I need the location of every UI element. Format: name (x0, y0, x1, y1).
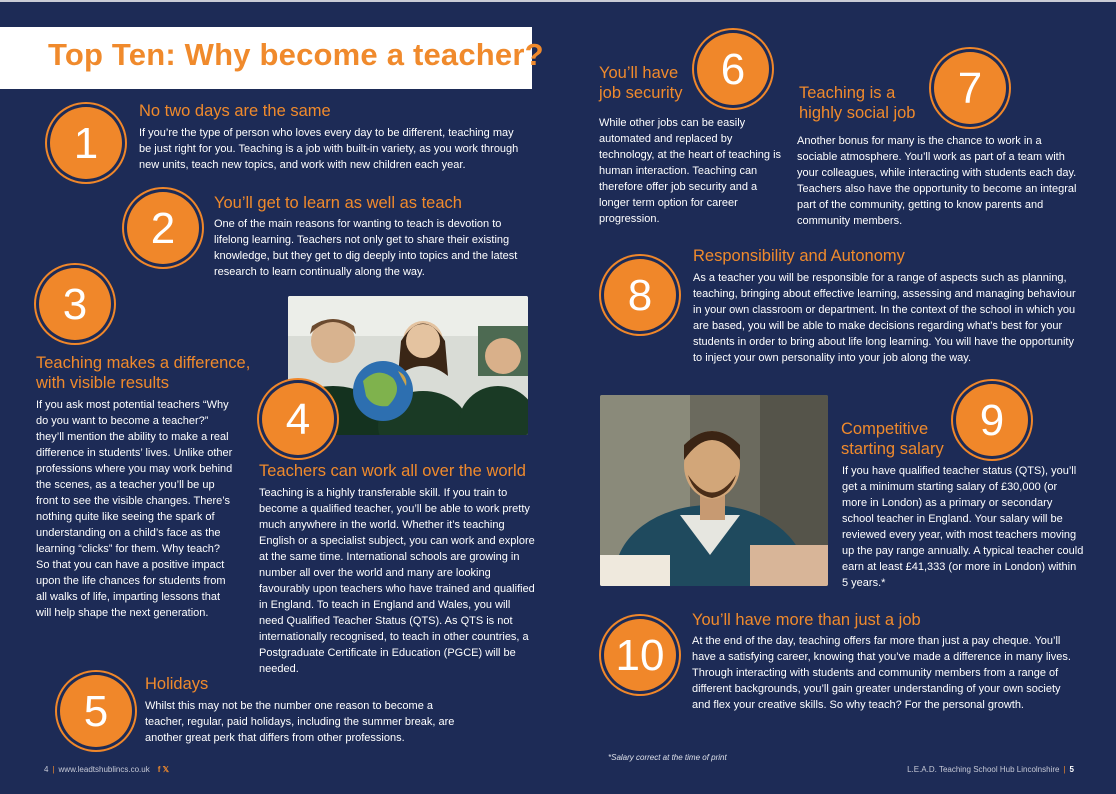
top-border (0, 0, 1116, 2)
reason-5-text: Whilst this may not be the number one reason to become a teacher, regular, paid holidays, including the summer break, are another great perk that differs from other professions. (145, 700, 455, 744)
reason-2-text: One of the main reasons for wanting to teach is devotion to lifelong learning. Teachers not only get to share their existing knowledge, but they get to dig deeply into topics and the latest research to learn continually along the way. (214, 218, 518, 278)
reason-10-heading: You’ll have more than just a job (692, 611, 921, 629)
number-7-badge: 7 (934, 52, 1006, 124)
reason-7-heading-line2: highly social job (799, 104, 916, 122)
number-3-badge: 3 (39, 268, 111, 340)
reason-10-text: At the end of the day, teaching offers far more than just a pay cheque. You’ll have a satisfying career, knowing that you’ve made a difference in many lives. Through interacting with students and community members from a range of different backgrounds, you’ll gain greater understanding of your own society and flex your creative skills. So why teach? For the personal growth. (692, 635, 1071, 711)
title-banner (0, 27, 544, 89)
reason-3-heading-line2: with visible results (36, 374, 169, 392)
reason-9-heading-line1: Competitive (841, 420, 929, 438)
reason-6-heading-line1: You’ll have (599, 64, 679, 82)
number-8-badge: 8 (604, 259, 676, 331)
reason-8-heading: Responsibility and Autonomy (693, 247, 905, 265)
number-5-badge: 5 (60, 675, 132, 747)
number-4-badge: 4 (262, 383, 334, 455)
footer-right: L.E.A.D. Teaching School Hub Lincolnshire | 5 (907, 765, 1074, 774)
reason-1-text: If you’re the type of person who loves every day to be different, teaching may be just right for you. Teaching is a job with built-in variety, as you work through new units, teach new topics, and work with new children each year. (139, 127, 519, 171)
page-number-right: 5 (1069, 765, 1074, 774)
reason-3-heading-line1: Teaching makes a difference, (36, 354, 251, 372)
number-6-badge: 6 (697, 33, 769, 105)
reason-4-text: Teaching is a highly transferable skill. If you train to become a qualified teacher, you’ll be able to work pretty much anywhere in the world. Whether it’s teaching English or a specialist subject, you can work and explore at the same time. International schools are growing in number all over the world and many are looking favourably upon teachers who have trained and qualified in England. To teach in England and Wales, you will need Qualified Teacher Status (QTS). As QTS is not internationally recognised, to teach in other countries, a Postgraduate Certificate in Education (PGCE) will be needed. (259, 487, 535, 675)
reason-1-heading: No two days are the same (139, 102, 331, 120)
reason-2-heading: You’ll get to learn as well as teach (214, 194, 462, 212)
reason-9-heading-line2: starting salary (841, 440, 944, 458)
website-link[interactable]: www.leadtshublincs.co.uk (58, 765, 150, 774)
page-number-left: 4 (44, 765, 49, 774)
reason-9-text: If you have qualified teacher status (QTS), you’ll get a minimum starting salary of £30,000 (or more in London) as a primary or secondary school teacher in England. Your salary will be reviewed every year, with most teachers moving up the pay range annually. A typical teacher could earn at least £41,333 (or more in London) within 5 years.* (842, 465, 1084, 589)
teacher-photo (600, 395, 828, 586)
reason-6-heading-line2: job security (599, 84, 683, 102)
reason-7-text: Another bonus for many is the chance to work in a sociable atmosphere. You’ll work as part of a team with your colleagues, while interacting with students each day. Teachers also have the opportunity to become an integral part of the community, getting to know parents and community members. (797, 135, 1077, 227)
reason-5-heading: Holidays (145, 675, 209, 693)
footer-left: 4 | www.leadtshublincs.co.uk f 𝕏 (44, 765, 170, 774)
number-1-badge: 1 (50, 107, 122, 179)
number-10-badge: 10 (604, 619, 676, 691)
reason-8-text: As a teacher you will be responsible for a range of aspects such as planning, teaching, bringing about effective learning, assessing and managing behaviour in your own classroom or department. In the context of the school in which you are based, you will be able to make decisions regarding what’s best for your students in order to bring about life long learning. You will have the opportunity to inject your own personality into your job along the way. (693, 272, 1076, 364)
reason-7-heading-line1: Teaching is a (799, 84, 896, 102)
footer-organisation: L.E.A.D. Teaching School Hub Lincolnshire (907, 765, 1060, 774)
number-2-badge: 2 (127, 192, 199, 264)
reason-4-heading: Teachers can work all over the world (259, 462, 526, 480)
salary-footnote: *Salary correct at the time of print (608, 753, 727, 762)
teacher-illustration (600, 395, 828, 586)
page-title: Top Ten: Why become a teacher? (48, 37, 544, 72)
reason-3-text: If you ask most potential teachers “Why do you want to become a teacher?” they’ll mention the ability to make a real difference in students’ lives. Unlike other professions where you may work behind the scenes, as a teacher you’ll be up front to see the visible changes. There’s nothing quite like seeing the spark of understanding on a child’s face as the learning “clicks” for them. Why teach? So that you can have a positive impact upon the life chances for students from all walks of life, imparting lessons that will help shape the next generation. (36, 399, 233, 619)
number-9-badge: 9 (956, 384, 1028, 456)
reason-6-text: While other jobs can be easily automated and replaced by technology, at the heart of teaching is human interaction. Teaching can therefore offer job security and a longer term option for career progression. (599, 117, 782, 225)
social-icons[interactable]: f 𝕏 (157, 765, 170, 774)
